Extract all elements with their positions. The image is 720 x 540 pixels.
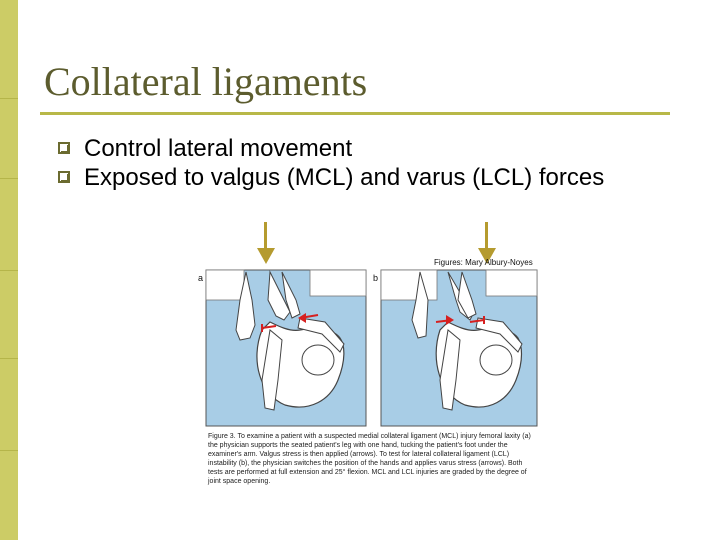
bullet-text: Control lateral movement — [84, 135, 353, 162]
slide-title: Collateral ligaments — [44, 59, 368, 104]
panel-a-illustration — [206, 270, 366, 426]
panel-a-label: a — [198, 273, 204, 283]
figure-credit: Figures: Mary Albury-Noyes — [434, 258, 533, 267]
panel-b-illustration — [381, 270, 537, 426]
bullet-text: Exposed to valgus (MCL) and varus (LCL) forces — [84, 164, 605, 191]
panel-b-label: b — [373, 273, 379, 283]
figure-caption: Figure 3. To examine a patient with a suspected medial collateral ligament (MCL) injury femoral laxity (a) the physician supports the seated patient's leg with one hand, tucking the patient's foot under the examiner's arm. Valgus stress is then applied (arrows). To test for lateral collateral ligament (LCL) instability (b), the physician switches the position of the hands and applies varus stress (arrows). Both tests are performed at full extension and 25° flexion. MCL and LCL injuries are graded by the degree of joint space opening. — [208, 433, 531, 485]
